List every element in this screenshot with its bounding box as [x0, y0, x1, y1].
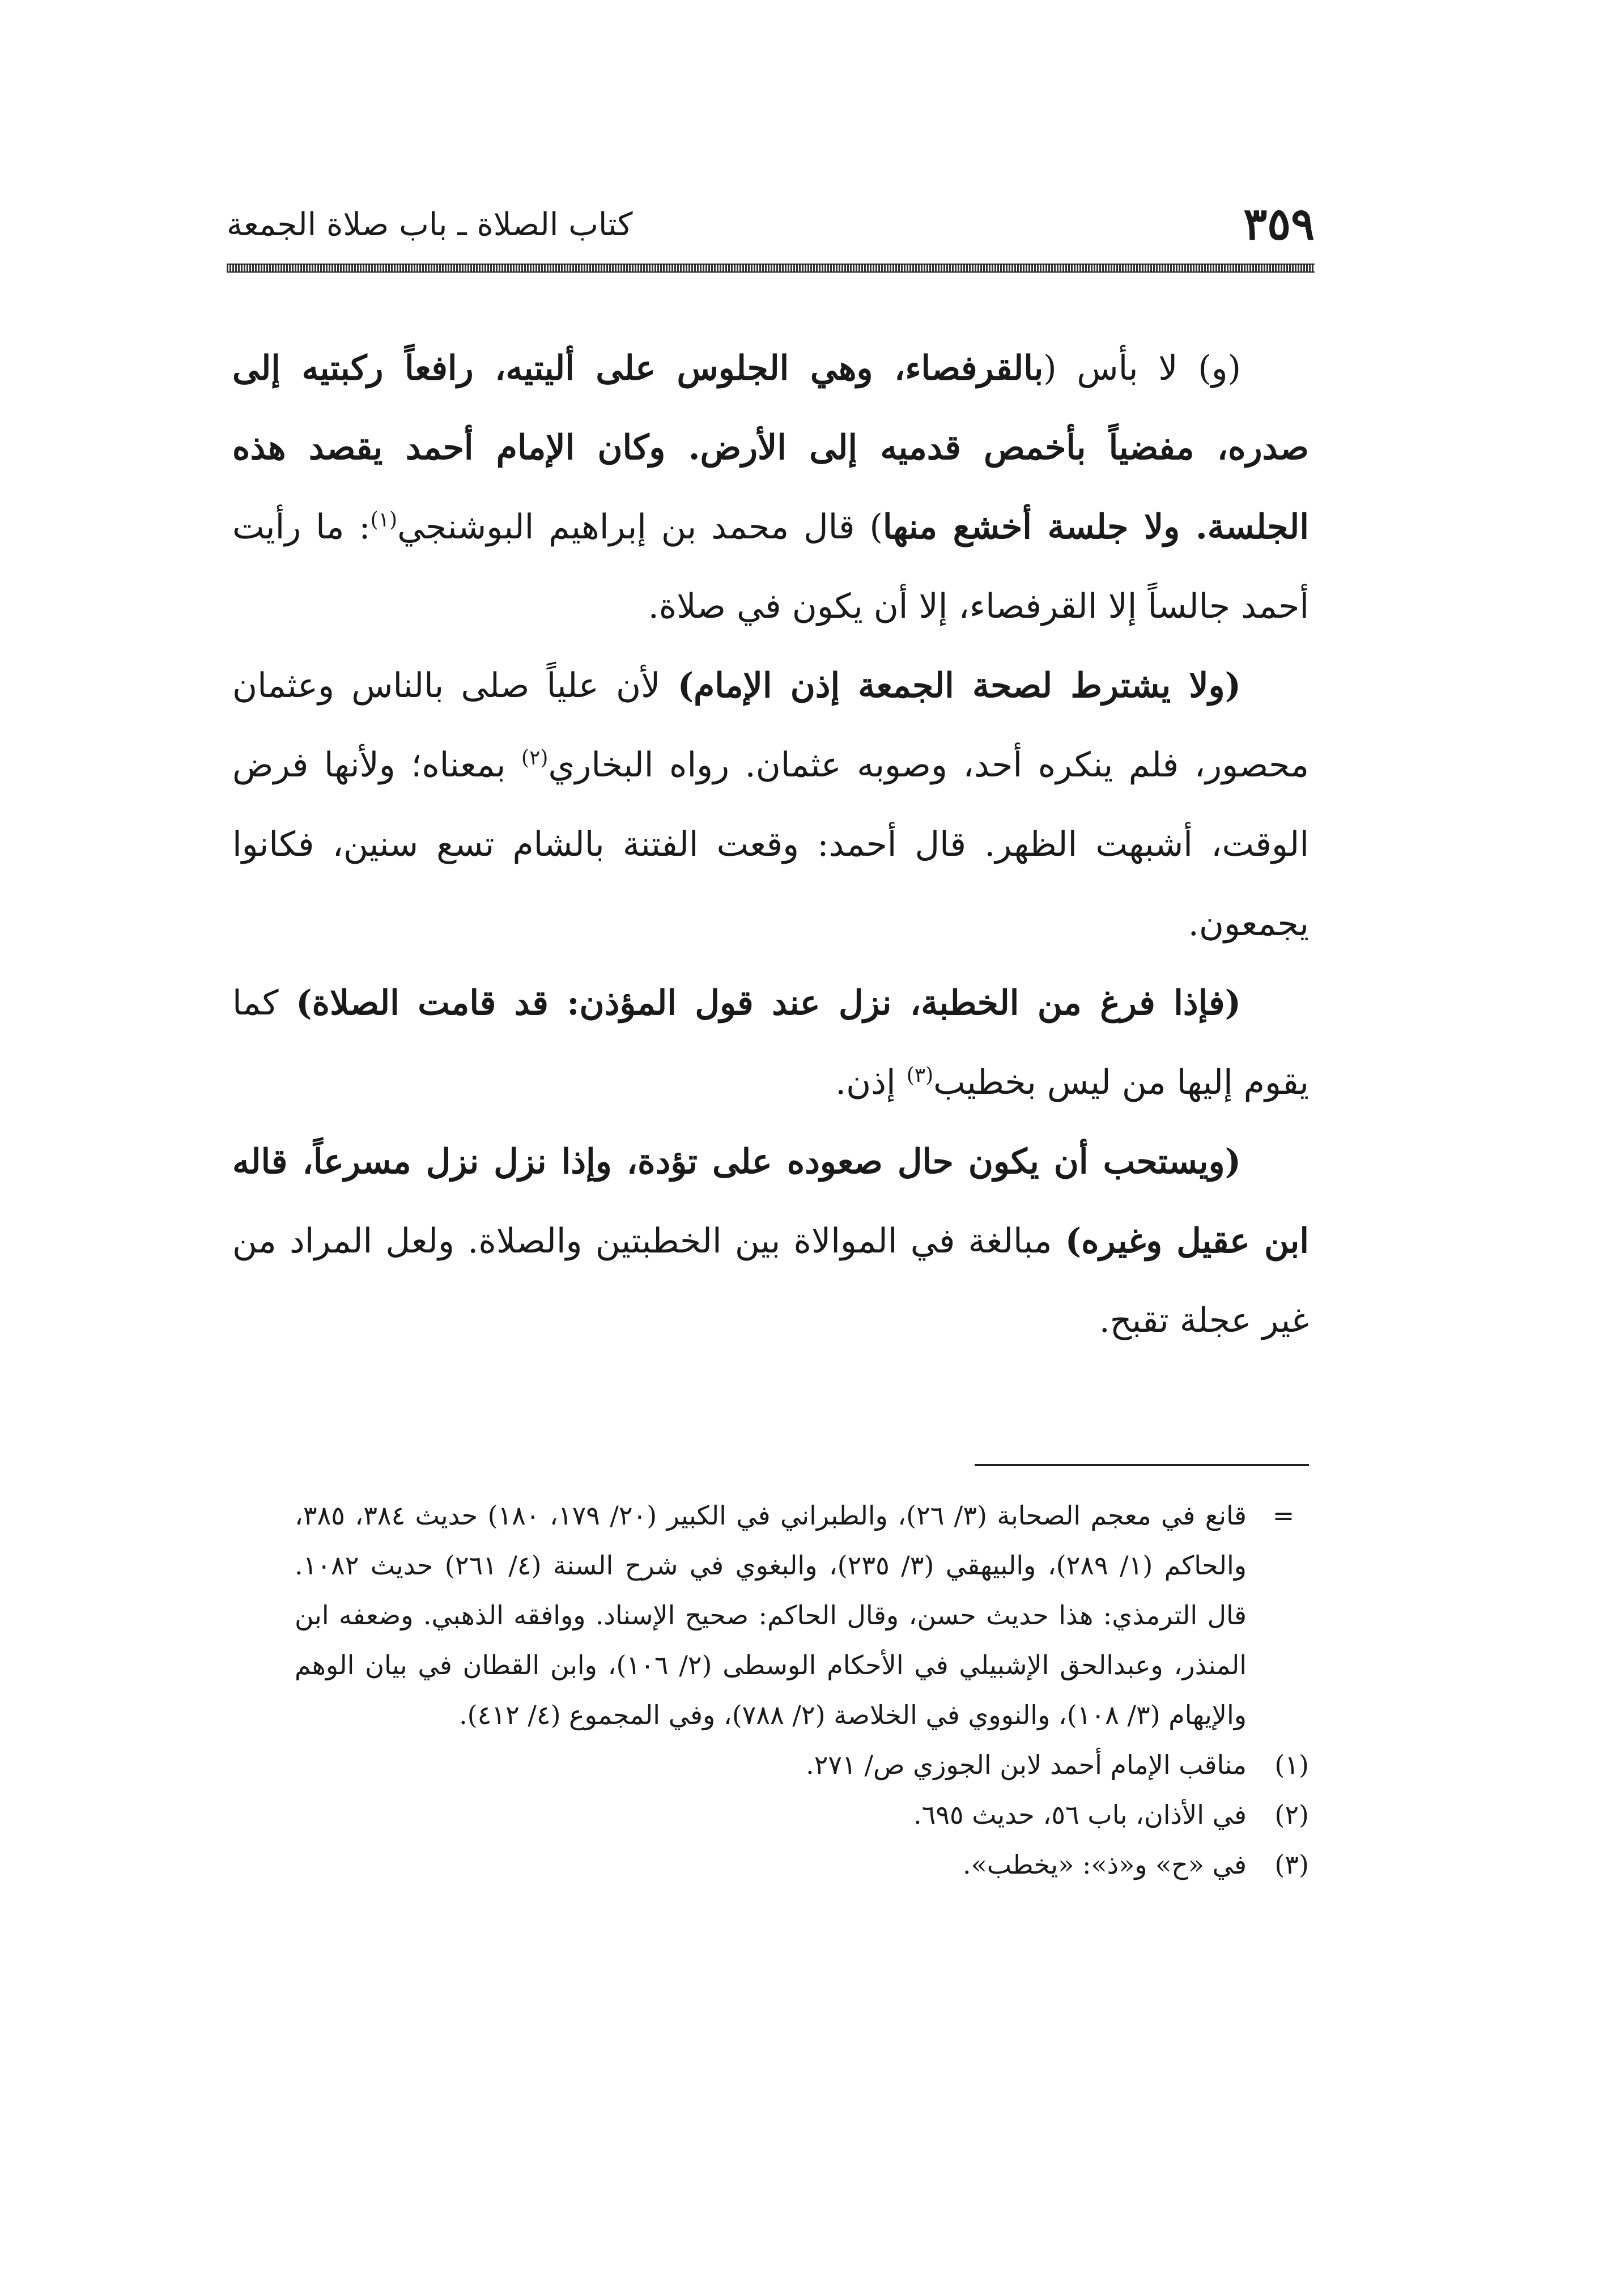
header-divider: [227, 264, 1315, 273]
page-number: ٣٥٩: [1243, 198, 1315, 250]
footnote-2: [295, 1790, 1309, 1840]
footnote-3: [295, 1840, 1309, 1889]
footnote-number: (١): [1274, 1750, 1309, 1780]
footnote-text: قانع في معجم الصحابة (٣/ ٢٦)، والطبراني في الكبير (٢٠/ ١٧٩، ١٨٠) حديث ٣٨٤، ٣٨٥، والحاكم (١/ ٢٨٩)، والبيهقي (٣/ ٢٣٥)، والبغوي في شرح السنة (٤/ ٢٦١) حديث ١٠٨٢. قال الترمذي: هذا حديث حسن، وقال الحاكم: صحيح الإسناد. ووافقه الذهبي. وضعفه ابن المنذر، وعبدالحق الإشبيلي في الأحكام الوسطى (٢/ ١٠٦)، وابن القطان في بيان الوهم والإيهام (٣/ ١٠٨)، والنووي في الخلاصة (٢/ ٧٨٨)، وفي المجموع (٤/ ٤١٢).: [295, 1500, 1247, 1730]
paragraph: [232, 963, 1309, 1122]
paragraph: [232, 329, 1309, 646]
footnote-continued: [295, 1491, 1309, 1740]
footnote-ref: (١): [370, 508, 398, 532]
paragraph: [232, 1122, 1309, 1360]
footnote-1: [295, 1740, 1309, 1790]
footnote-ref: (٢): [521, 746, 549, 770]
text-run: بمعناه؛ ولأنها فرض الوقت، أشبهت الظهر. قال أحمد: وقعت الفتنة بالشام تسع سنين، فكانوا يجمعون.: [232, 745, 1309, 944]
footnote-number: (٢): [1274, 1799, 1309, 1830]
footnote-text: في الأذان، باب ٥٦، حديث ٦٩٥.: [913, 1799, 1247, 1830]
running-header: [227, 198, 1315, 272]
bold-text: (ويستحب أن يكون حال صعوده على تؤدة، وإذا نزل نزل مسرعاً، قاله ابن عقيل وغيره): [232, 1142, 1309, 1261]
bold-text: بالقرفصاء، وهي الجلوس على أليتيه، رافعاً ركبتيه إلى صدره، مفضياً بأخمص قدميه إلى الأرض. وكان الإمام أحمد يقصد هذه الجلسة. ولا جلسة أخشع منها: [232, 349, 1309, 547]
running-title: كتاب الصلاة ـ باب صلاة الجمعة: [227, 206, 633, 243]
paragraph: [232, 646, 1309, 963]
text-run: إذن.: [835, 1063, 907, 1102]
text-run: ) قال محمد بن إبراهيم البوشنجي: [397, 507, 883, 547]
footnote-text: في «ح» و«ذ»: «يخطب».: [963, 1849, 1247, 1880]
text-run: لأن علياً صلى بالناس وعثمان محصور، فلم ينكره أحد، وصوبه عثمان. رواه البخاري: [232, 666, 1309, 785]
text-run: (و) لا بأس (: [1043, 349, 1241, 388]
continuation-marker: =: [1272, 1500, 1295, 1531]
text-run: : ما رأيت أحمد جالساً إلا القرفصاء، إلا أن يكون في صلاة.: [232, 507, 1309, 626]
footnotes: [295, 1491, 1309, 1889]
main-text: [232, 329, 1309, 1360]
bold-text: (ولا يشترط لصحة الجمعة إذن الإمام): [677, 666, 1241, 706]
footnote-separator: [975, 1464, 1309, 1466]
footnote-ref: (٣): [906, 1064, 934, 1087]
bold-text: (فإذا فرغ من الخطبة، نزل عند قول المؤذن: قد قامت الصلاة): [296, 983, 1241, 1023]
footnote-text: مناقب الإمام أحمد لابن الجوزي ص/ ٢٧١.: [806, 1750, 1247, 1780]
text-run: مبالغة في الموالاة بين الخطبتين والصلاة. ولعل المراد من غير عجلة تقبح.: [232, 1221, 1309, 1340]
text-run: كما يقوم إليها من ليس بخطيب: [232, 983, 1309, 1102]
footnote-number: (٣): [1274, 1849, 1309, 1880]
